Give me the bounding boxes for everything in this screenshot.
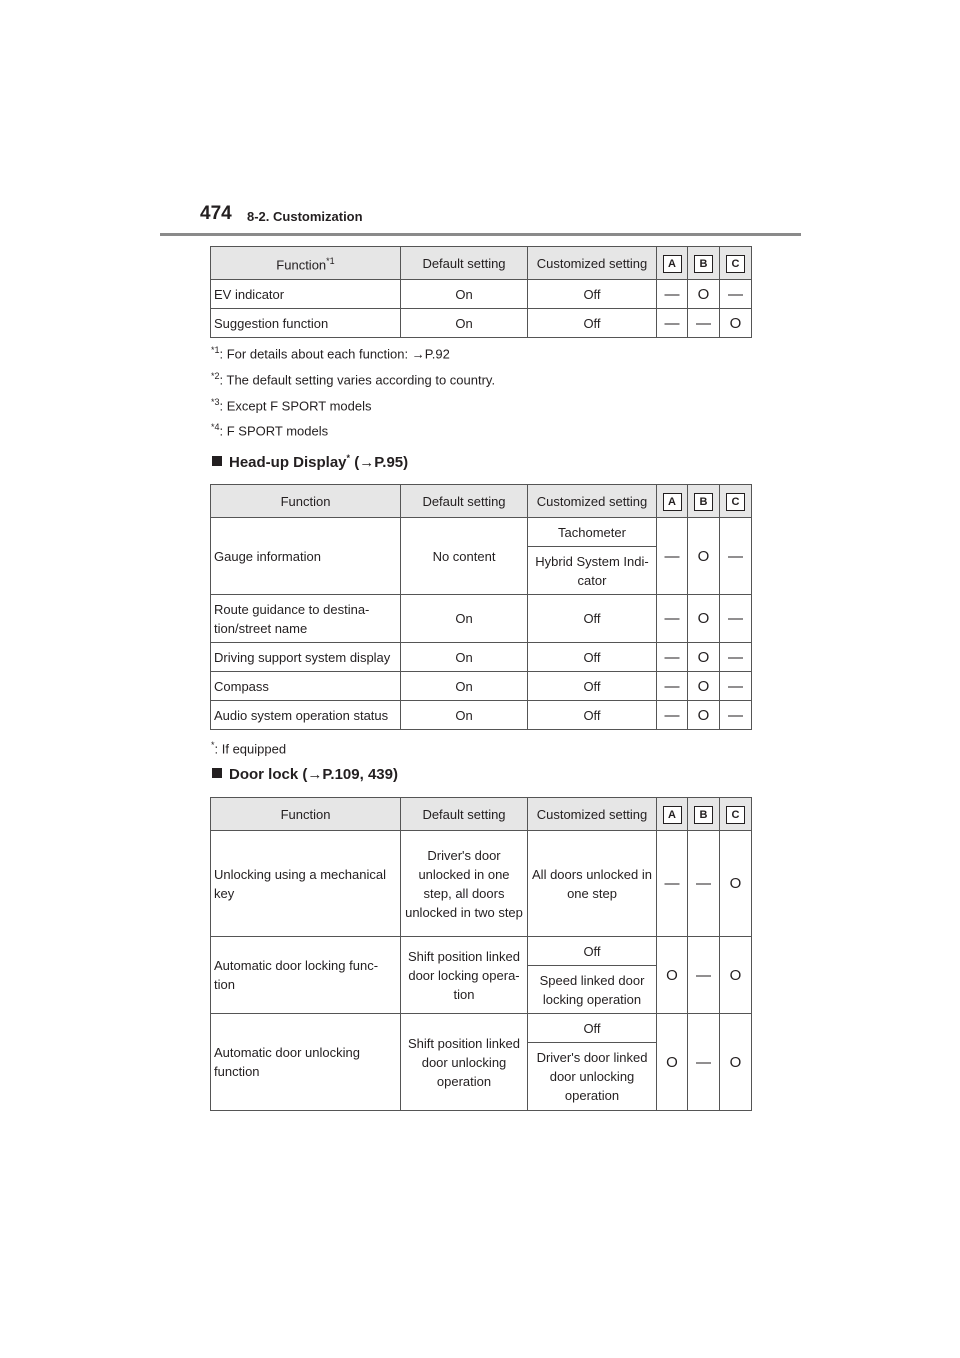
table-row: Speed linked door locking operation [211, 966, 752, 1014]
table-row: Audio system operation status On Off — O — [211, 701, 752, 730]
footnote-3: $^{*3}$: Except F SPORT models [211, 397, 372, 414]
meter-settings-table [210, 246, 752, 338]
badge-b: B [694, 493, 713, 511]
table-row: Driving support system display On Off — O — [211, 643, 752, 672]
table-row: Suggestion function On Off — — O [211, 309, 752, 338]
section-title: 8-2. Customization [247, 209, 363, 224]
table-row: Gauge information No content Tachometer — O — [211, 518, 752, 547]
hud-settings-table [210, 484, 752, 730]
badge-c: C [726, 806, 745, 824]
page-header [200, 203, 800, 233]
square-bullet-icon [212, 456, 222, 466]
table-row: Route guidance to destina-tion/street name On Off — O — [211, 595, 752, 643]
table-row: Driver's door linked door unlocking operation [211, 1043, 752, 1111]
badge-b: B [694, 806, 713, 824]
table-header-row: Function Default setting Customized setting A B C [211, 798, 752, 831]
square-bullet-icon [212, 768, 222, 778]
table-header-row: Function Default setting Customized setting A B C [211, 485, 752, 518]
table-row: Hybrid System Indi-cator [211, 547, 752, 595]
hud-heading: Head-up Display* (→P.95) [212, 453, 408, 471]
badge-a: A [663, 255, 682, 273]
door-lock-table [210, 797, 752, 1111]
badge-b: B [694, 255, 713, 273]
badge-c: C [726, 493, 745, 511]
footnote-2: $^{*2}$: The default setting varies according to country. [211, 371, 496, 388]
table-row: Unlocking using a mechanical key Driver's door unlocked in one step, all doors unlocked in two step All doors unlocked in one step — — O [211, 831, 752, 937]
badge-a: A [663, 493, 682, 511]
footnote-1: $^{*1}$: For details about each function: →P.92 [211, 345, 450, 362]
table-row: Automatic door locking func-tion Shift position linked door locking opera-tion Off O — O [211, 937, 752, 966]
col-customized: Customized setting [528, 247, 657, 280]
col-function: Function$^{*1}$ [211, 247, 401, 280]
col-default: Default setting [401, 247, 528, 280]
table-row: Compass On Off — O — [211, 672, 752, 701]
header-rule [160, 233, 801, 236]
footnote-4: $^{*4}$: F SPORT models [211, 422, 329, 439]
table-row: EV indicator On Off — O — [211, 280, 752, 309]
badge-a: A [663, 806, 682, 824]
badge-c: C [726, 255, 745, 273]
table-header-row [211, 247, 752, 280]
table-row: Automatic door unlocking function Shift position linked door unlocking operation Off O — O [211, 1014, 752, 1043]
hud-footnote: *: If equipped [211, 740, 287, 757]
page-number: 474 [200, 203, 232, 224]
door-lock-heading: Door lock (→P.109, 439) [212, 766, 398, 783]
